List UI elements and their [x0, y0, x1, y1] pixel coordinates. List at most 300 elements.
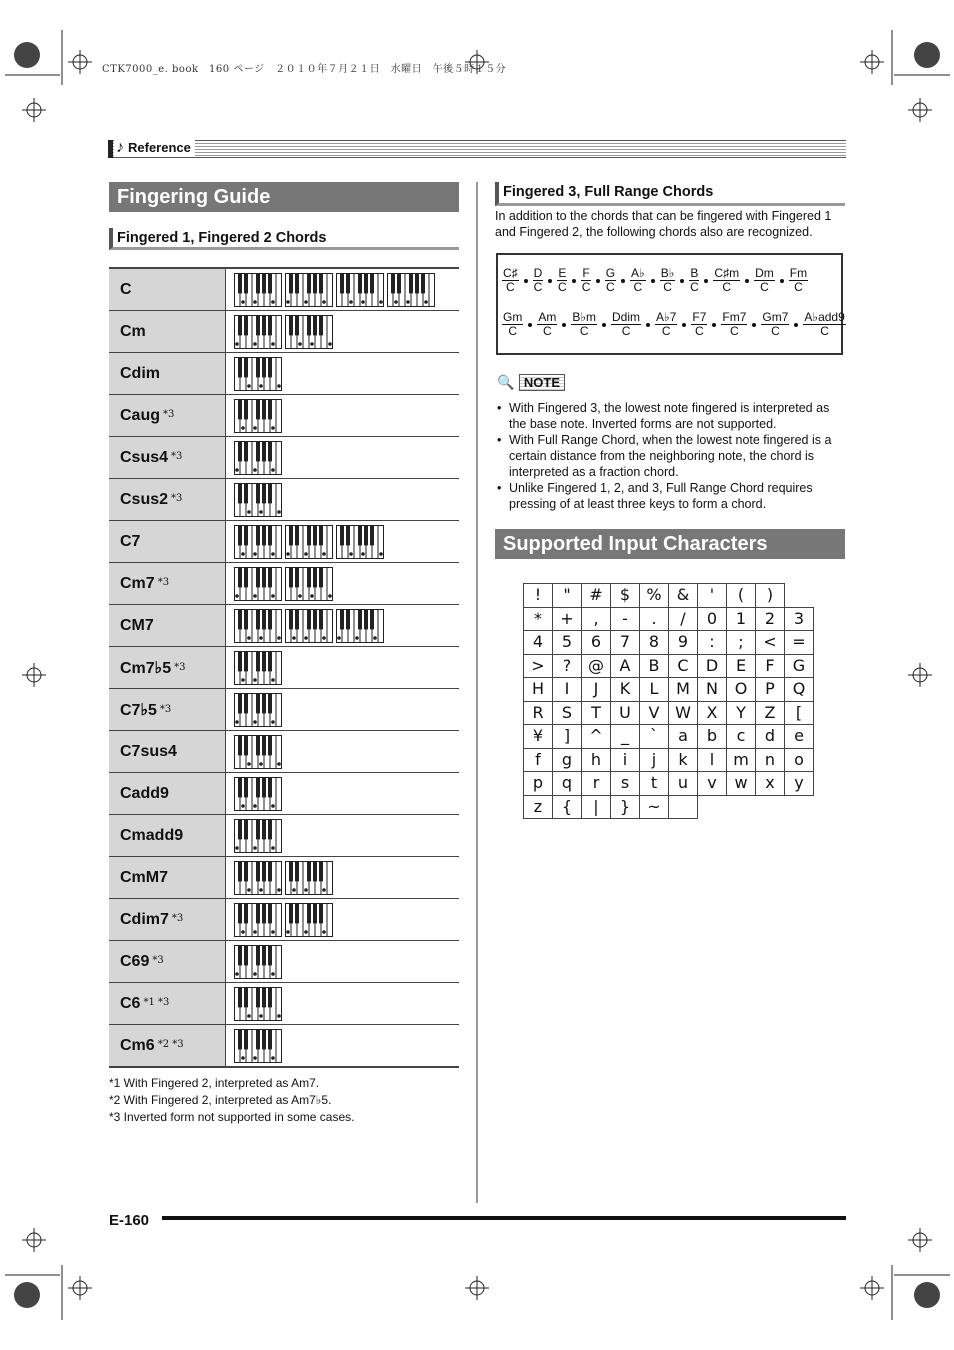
char-cell: [669, 795, 698, 819]
fraction-chord-upper: F: [582, 266, 590, 280]
char-cell: E: [727, 654, 756, 678]
chord-row: [109, 605, 459, 647]
keyboard-diagram: [285, 903, 333, 937]
char-cell: o: [785, 748, 814, 772]
note-heading: [497, 374, 565, 392]
keyboard-diagram: [234, 651, 282, 685]
fraction-chord-upper: Dm: [755, 266, 774, 280]
char-cell: A: [611, 654, 640, 678]
magnifier-icon: 🔍: [497, 374, 515, 390]
chord-row: [109, 395, 459, 437]
char-cell: I: [553, 678, 582, 702]
chord-name: [109, 353, 225, 395]
keyboard-diagram: [234, 483, 282, 517]
chord-name: [109, 479, 225, 521]
fraction-chord-bass: C: [508, 324, 517, 338]
fraction-chord-bass: C: [581, 280, 591, 294]
chord-separator-dot: [621, 279, 625, 283]
char-cell: 4: [524, 631, 553, 655]
chord-diagrams: [225, 605, 459, 647]
char-cell: [756, 795, 785, 819]
chord-footnote-mark: *3: [174, 661, 186, 673]
char-cell: e: [785, 725, 814, 749]
char-cell: r: [582, 772, 611, 796]
char-cell: <: [756, 631, 785, 655]
char-cell: ): [756, 584, 785, 608]
chord-name: [109, 311, 225, 353]
chord-label: Cdim7: [120, 910, 169, 928]
note-item: • With Fingered 3, the lowest note fingered is interpreted as the base note. Inverted forms are not supported.: [495, 400, 845, 432]
reference-bar: [108, 138, 846, 158]
chord-row: [109, 941, 459, 983]
keyboard-diagram: [336, 609, 384, 643]
chord-separator-dot: [528, 323, 532, 327]
note-item: • Unlike Fingered 1, 2, and 3, Full Range Chord requires pressing of at least three keys to form a chord.: [495, 480, 845, 512]
chord-name: [109, 268, 225, 311]
chord-diagrams: [225, 689, 459, 731]
chord-row: [109, 268, 459, 311]
chord-label: C7sus4: [120, 742, 177, 760]
fraction-chord-upper: C♯: [503, 266, 518, 280]
chord-label: C69: [120, 952, 150, 970]
chord-separator-dot: [680, 279, 684, 283]
fraction-chord: [803, 311, 845, 338]
char-row: [524, 772, 814, 796]
chord-footnote-mark: *3: [171, 912, 184, 924]
char-cell: J: [582, 678, 611, 702]
chord-footnote-mark: *3: [163, 408, 175, 420]
char-cell: ,: [582, 607, 611, 631]
fraction-chord-bass: C: [661, 324, 671, 338]
chord-label: CM7: [120, 616, 154, 634]
char-cell: z: [524, 795, 553, 819]
fingered-3-intro: In addition to the chords that can be fingered with Fingered 1 and Fingered 2, the following chords also are recognized.: [495, 209, 832, 239]
chord-separator-dot: [780, 279, 784, 283]
char-cell: [698, 795, 727, 819]
keyboard-diagram: [234, 525, 282, 559]
keyboard-diagram: [234, 861, 282, 895]
page-number: E-160: [109, 1212, 150, 1229]
chord-separator-dot: [651, 279, 655, 283]
char-cell: h: [582, 748, 611, 772]
chord-row: [109, 731, 459, 773]
chord-label: Cmadd9: [120, 826, 184, 844]
chord-separator-dot: [646, 323, 650, 327]
chord-name: [109, 983, 225, 1025]
char-cell: n: [756, 748, 785, 772]
chord-footnote-mark: *3: [159, 703, 172, 715]
chord-name: [109, 605, 225, 647]
fraction-chord-bass: C: [663, 280, 672, 294]
chord-footnote-mark: *2 *3: [157, 1038, 184, 1050]
fraction-chord-bass: C: [543, 324, 552, 338]
fraction-chord-bass: C: [760, 280, 769, 294]
chord-table: [109, 267, 459, 1068]
fraction-chord-bass: C: [606, 280, 615, 294]
char-cell: y: [785, 772, 814, 796]
fraction-chord-upper: F7: [692, 310, 707, 324]
char-cell: Z: [756, 701, 785, 725]
char-cell: M: [669, 678, 698, 702]
keyboard-diagram: [234, 777, 282, 811]
char-cell: T: [582, 701, 611, 725]
fraction-chord-bass: C: [690, 280, 699, 294]
keyboard-diagram: [285, 315, 333, 349]
char-cell: `: [640, 725, 669, 749]
fraction-chord: [713, 267, 740, 294]
fraction-chord-upper: E: [558, 266, 567, 280]
chord-separator-dot: [572, 279, 576, 283]
char-cell: f: [524, 748, 553, 772]
chord-row: [109, 899, 459, 941]
chord-diagrams: [225, 857, 459, 899]
fraction-chord-bass: C: [621, 324, 631, 338]
reference-label: [114, 139, 195, 157]
char-cell: +: [553, 607, 582, 631]
chord-diagrams: [225, 815, 459, 857]
character-table: [523, 583, 814, 819]
char-cell: ': [698, 584, 727, 608]
char-row: [524, 584, 814, 608]
chord-name: [109, 731, 225, 773]
chord-row: [109, 815, 459, 857]
char-row: [524, 748, 814, 772]
char-cell: %: [640, 584, 669, 608]
chord-diagrams: [225, 563, 459, 605]
chord-name: [109, 1025, 225, 1068]
char-cell: U: [611, 701, 640, 725]
note-list: [495, 400, 845, 512]
fraction-chord-upper: B♭m: [572, 310, 597, 324]
keyboard-diagram: [234, 987, 282, 1021]
fraction-chord-upper: C♯m: [714, 266, 740, 280]
chord-label: Csus4: [120, 448, 169, 466]
chord-separator-dot: [562, 323, 566, 327]
char-cell: c: [727, 725, 756, 749]
fraction-chord: [611, 311, 641, 338]
chord-label: C: [120, 280, 132, 298]
fraction-chord: [630, 267, 646, 294]
chord-label: Cm: [120, 322, 146, 340]
keyboard-diagram: [234, 693, 282, 727]
chord-name: [109, 773, 225, 815]
char-cell: 8: [640, 631, 669, 655]
fraction-chord-bass: C: [695, 324, 704, 338]
char-cell: {: [553, 795, 582, 819]
keyboard-diagram: [285, 861, 333, 895]
chord-footnote-mark: *3: [171, 450, 183, 462]
note-label: NOTE: [519, 374, 565, 391]
keyboard-diagram: [234, 735, 282, 769]
chord-label: Cm6: [120, 1036, 155, 1054]
char-cell: 5: [553, 631, 582, 655]
keyboard-diagram: [336, 525, 384, 559]
chord-name: [109, 689, 225, 731]
char-cell: s: [611, 772, 640, 796]
keyboard-diagram: [234, 315, 282, 349]
char-cell: p: [524, 772, 553, 796]
char-cell: &: [669, 584, 698, 608]
fraction-chord: [502, 311, 523, 338]
chord-separator-dot: [524, 279, 528, 283]
chord-diagrams: [225, 268, 459, 311]
char-cell: 0: [698, 607, 727, 631]
chord-separator-dot: [752, 323, 756, 327]
fraction-chord-bass: C: [722, 280, 732, 294]
chord-row: [109, 353, 459, 395]
chord-diagrams: [225, 521, 459, 563]
keyboard-diagram: [234, 819, 282, 853]
reference-label-text: Reference: [128, 140, 191, 155]
chord-separator-dot: [704, 279, 708, 283]
char-cell: P: [756, 678, 785, 702]
chord-footnote-mark: *3: [157, 576, 170, 588]
keyboard-diagram: [234, 609, 282, 643]
char-cell: ?: [553, 654, 582, 678]
chord-separator-dot: [682, 323, 686, 327]
note-item: • With Full Range Chord, when the lowest note fingered is a certain distance from the neighboring note, the chord is interpreted as a fraction chord.: [495, 432, 845, 480]
chord-label: Cdim: [120, 364, 160, 382]
fraction-chord-upper: Gm: [503, 310, 523, 324]
chord-footnote-mark: *3: [171, 492, 183, 504]
char-cell: D: [698, 654, 727, 678]
char-row: [524, 654, 814, 678]
char-cell: |: [582, 795, 611, 819]
char-cell: H: [524, 678, 553, 702]
char-cell: G: [785, 654, 814, 678]
chord-name: [109, 815, 225, 857]
chord-row: [109, 479, 459, 521]
char-cell: u: [669, 772, 698, 796]
fraction-chord: [789, 267, 808, 294]
fraction-chord: [557, 267, 567, 294]
fraction-chord-upper: Fm: [789, 266, 808, 280]
chord-label: Cadd9: [120, 784, 169, 802]
char-cell: b: [698, 725, 727, 749]
char-cell: k: [669, 748, 698, 772]
chord-row: [109, 1025, 459, 1068]
fraction-chord: [605, 267, 616, 294]
char-cell: w: [727, 772, 756, 796]
char-cell: =: [785, 631, 814, 655]
char-cell: F: [756, 654, 785, 678]
char-cell: ~: [640, 795, 669, 819]
chord-separator-dot: [602, 323, 606, 327]
fraction-chord: [754, 267, 775, 294]
keyboard-diagram: [234, 357, 282, 391]
char-cell: :: [698, 631, 727, 655]
fraction-chord-bass: C: [506, 280, 515, 294]
chord-label: Cm7♭5: [120, 659, 172, 677]
char-cell: R: [524, 701, 553, 725]
fraction-chord-upper: Gm7: [762, 310, 789, 324]
chord-label: C7: [120, 532, 141, 550]
char-cell: d: [756, 725, 785, 749]
chord-diagrams: [225, 437, 459, 479]
chord-row: [109, 311, 459, 353]
char-cell: !: [524, 584, 553, 608]
char-cell: @: [582, 654, 611, 678]
fraction-chord: [502, 267, 519, 294]
chord-name: [109, 563, 225, 605]
char-cell: X: [698, 701, 727, 725]
char-cell: #: [582, 584, 611, 608]
chord-footnote-mark: *1 *3: [143, 996, 170, 1008]
reference-bar-stub: [108, 140, 113, 158]
char-cell: *: [524, 607, 553, 631]
chord-separator-dot: [745, 279, 749, 283]
chord-row: [109, 857, 459, 899]
char-cell: a: [669, 725, 698, 749]
char-cell: 3: [785, 607, 814, 631]
char-cell: 6: [582, 631, 611, 655]
fraction-chord: [581, 267, 590, 294]
char-cell: m: [727, 748, 756, 772]
chord-label: Cm7: [120, 574, 155, 592]
char-cell: ¥: [524, 725, 553, 749]
char-cell: V: [640, 701, 669, 725]
fraction-chord-row-1: [502, 267, 808, 294]
fraction-chord-upper: A♭: [631, 266, 645, 280]
chord-label: Csus2: [120, 490, 169, 508]
chord-label: C7♭5: [120, 701, 157, 719]
chord-label: CmM7: [120, 868, 169, 886]
char-cell: .: [640, 607, 669, 631]
music-note-icon: ♪: [116, 139, 124, 156]
chord-diagrams: [225, 1025, 459, 1068]
char-cell: [785, 584, 814, 608]
chord-diagrams: [225, 395, 459, 437]
keyboard-diagram: [285, 273, 333, 307]
char-cell: [: [785, 701, 814, 725]
chord-diagrams: [225, 353, 459, 395]
char-cell: -: [611, 607, 640, 631]
fraction-chord-upper: D: [533, 266, 543, 280]
fraction-chord: [660, 267, 676, 294]
char-cell: q: [553, 772, 582, 796]
chord-name: [109, 941, 225, 983]
char-cell: ;: [727, 631, 756, 655]
char-cell: K: [611, 678, 640, 702]
print-header: CTK7000_e. book 160 ページ ２０１０年７月２１日 水曜日 午後５時１５分: [102, 64, 507, 75]
chord-separator-dot: [596, 279, 600, 283]
chord-separator-dot: [712, 323, 716, 327]
keyboard-diagram: [234, 441, 282, 475]
char-cell: O: [727, 678, 756, 702]
char-cell: ^: [582, 725, 611, 749]
keyboard-diagram: [285, 567, 333, 601]
fraction-chord: [691, 311, 707, 338]
char-cell: S: [553, 701, 582, 725]
char-cell: 7: [611, 631, 640, 655]
chord-label: Caug: [120, 406, 160, 424]
chord-row: [109, 647, 459, 689]
fraction-chord-bass: C: [794, 280, 803, 294]
char-cell: _: [611, 725, 640, 749]
chord-diagrams: [225, 647, 459, 689]
fraction-chord-upper: Am: [538, 310, 557, 324]
footnote-3: *3 Inverted form not supported in some cases.: [109, 1110, 355, 1124]
supported-characters-title: Supported Input Characters: [495, 529, 845, 559]
fraction-chord: [689, 267, 699, 294]
keyboard-diagram: [387, 273, 435, 307]
keyboard-diagram: [234, 273, 282, 307]
fraction-chord-bass: C: [730, 324, 739, 338]
char-cell: >: [524, 654, 553, 678]
char-cell: L: [640, 678, 669, 702]
fraction-chord-upper: A♭add9: [804, 310, 845, 324]
chord-row: [109, 521, 459, 563]
chord-row: [109, 983, 459, 1025]
char-row: [524, 701, 814, 725]
char-row: [524, 795, 814, 819]
reference-bar-lines: [108, 140, 846, 158]
chord-row: [109, 773, 459, 815]
char-cell: B: [640, 654, 669, 678]
footnote-2: *2 With Fingered 2, interpreted as Am7♭5.: [109, 1093, 332, 1107]
char-cell: [727, 795, 756, 819]
char-cell: W: [669, 701, 698, 725]
chord-name: [109, 395, 225, 437]
fingered-1-2-subtitle: Fingered 1, Fingered 2 Chords: [109, 228, 459, 250]
fraction-chord-bass: C: [579, 324, 589, 338]
chord-separator-dot: [794, 323, 798, 327]
chord-diagrams: [225, 983, 459, 1025]
char-cell: 9: [669, 631, 698, 655]
chord-label: C6: [120, 994, 141, 1012]
keyboard-diagram: [234, 945, 282, 979]
char-cell: (: [727, 584, 756, 608]
char-cell: j: [640, 748, 669, 772]
chord-diagrams: [225, 941, 459, 983]
char-cell: v: [698, 772, 727, 796]
chord-row: [109, 689, 459, 731]
footnotes: [109, 1075, 469, 1126]
char-cell: Y: [727, 701, 756, 725]
chord-name: [109, 899, 225, 941]
fraction-chord-box: [496, 253, 843, 355]
fingered-3-subtitle: Fingered 3, Full Range Chords: [495, 182, 845, 206]
keyboard-diagram: [234, 1029, 282, 1063]
fraction-chord-upper: A♭7: [656, 310, 677, 324]
chord-diagrams: [225, 899, 459, 941]
keyboard-diagram: [336, 273, 384, 307]
chord-footnote-mark: *3: [152, 954, 164, 966]
chord-diagrams: [225, 773, 459, 815]
char-row: [524, 678, 814, 702]
footer-rule: [162, 1216, 846, 1220]
chord-row: [109, 437, 459, 479]
char-cell: x: [756, 772, 785, 796]
fraction-chord-upper: B♭: [660, 266, 675, 280]
fraction-chord-upper: B: [690, 266, 699, 280]
fraction-chord-row-2: [502, 311, 846, 338]
char-cell: ]: [553, 725, 582, 749]
fingering-guide-title: Fingering Guide: [109, 182, 459, 212]
fraction-chord-bass: C: [633, 280, 643, 294]
char-cell: g: [553, 748, 582, 772]
keyboard-diagram: [285, 609, 333, 643]
fraction-chord-bass: C: [771, 324, 780, 338]
chord-diagrams: [225, 311, 459, 353]
chord-separator-dot: [548, 279, 552, 283]
fraction-chord: [655, 311, 677, 338]
chord-diagrams: [225, 731, 459, 773]
char-cell: C: [669, 654, 698, 678]
char-cell: t: [640, 772, 669, 796]
chord-diagrams: [225, 479, 459, 521]
fraction-chord: [721, 311, 747, 338]
